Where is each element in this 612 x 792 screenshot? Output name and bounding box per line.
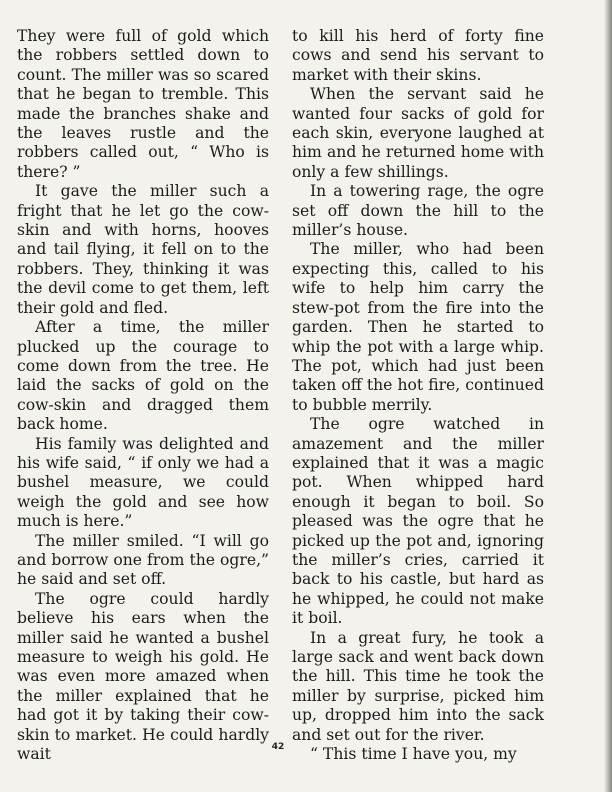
paragraph: His family was delighted and his wife said, “ if only we had a bushel measure, we could weigh the gold and see how much is here.” bbox=[17, 434, 269, 531]
paragraph: “ This time I have you, my bbox=[310, 745, 517, 764]
paragraph: The miller, who had been expecting this, called to his wife to help him carry the stew-pot from the fire into the garden. Then he started to whip the pot with a large whip. The pot, which had just been taken off the hot fire, continued to bubble merrily. bbox=[292, 240, 544, 414]
paragraph: The ogre could hardly believe his ears when the miller said he wanted a bushel measure to weigh his gold. He was even more amazed when the miller explained that he had got it by taking their cow-skin to market. He could hardly wait bbox=[17, 589, 269, 764]
left-text-column bbox=[17, 27, 269, 764]
paragraph: The miller smiled. “I will go and borrow one from the ogre,” he said and set off. bbox=[17, 531, 269, 589]
paragraph: When the servant said he wanted four sacks of gold for each skin, everyone laughed at him and he returned home with only a few shillings. bbox=[292, 85, 544, 181]
paragraph: In a towering rage, the ogre set off down the hill to the miller’s house. bbox=[292, 182, 544, 240]
paragraph: They were full of gold which the robbers settled down to count. The miller was so scared that he began to tremble. This made the branches shake and the leaves rustle and the robbers called out, “ Who is there? ” bbox=[17, 27, 269, 181]
right-text-column bbox=[292, 27, 544, 764]
page-number: 42 bbox=[271, 742, 285, 752]
paragraph: It gave the miller such a fright that he let go the cow-skin and with horns, hooves and tail flying, it fell on to the robbers. They, thinking it was the devil come to get them, left their gold and fled. bbox=[17, 182, 269, 317]
page-edge-shadow bbox=[604, 0, 612, 792]
paragraph: to kill his herd of forty fine cows and send his servant to market with their skins. bbox=[292, 27, 544, 84]
paragraph: The ogre watched in amazement and the miller explained that it was a magic pot. When whipped hard enough it began to boil. So pleased was the ogre that he picked up the pot and, ignoring the miller’s cries, carried it back to his castle, but hard as he whipped, he could not make it boil. bbox=[292, 415, 544, 628]
paragraph: After a time, the miller plucked up the courage to come down from the tree. He laid the sacks of gold on the cow-skin and dragged them back home. bbox=[17, 318, 269, 434]
paragraph: In a great fury, he took a large sack and went back down the hill. This time he took the miller by surprise, picked him up, dropped him into the sack and set out for the river. bbox=[292, 628, 544, 744]
